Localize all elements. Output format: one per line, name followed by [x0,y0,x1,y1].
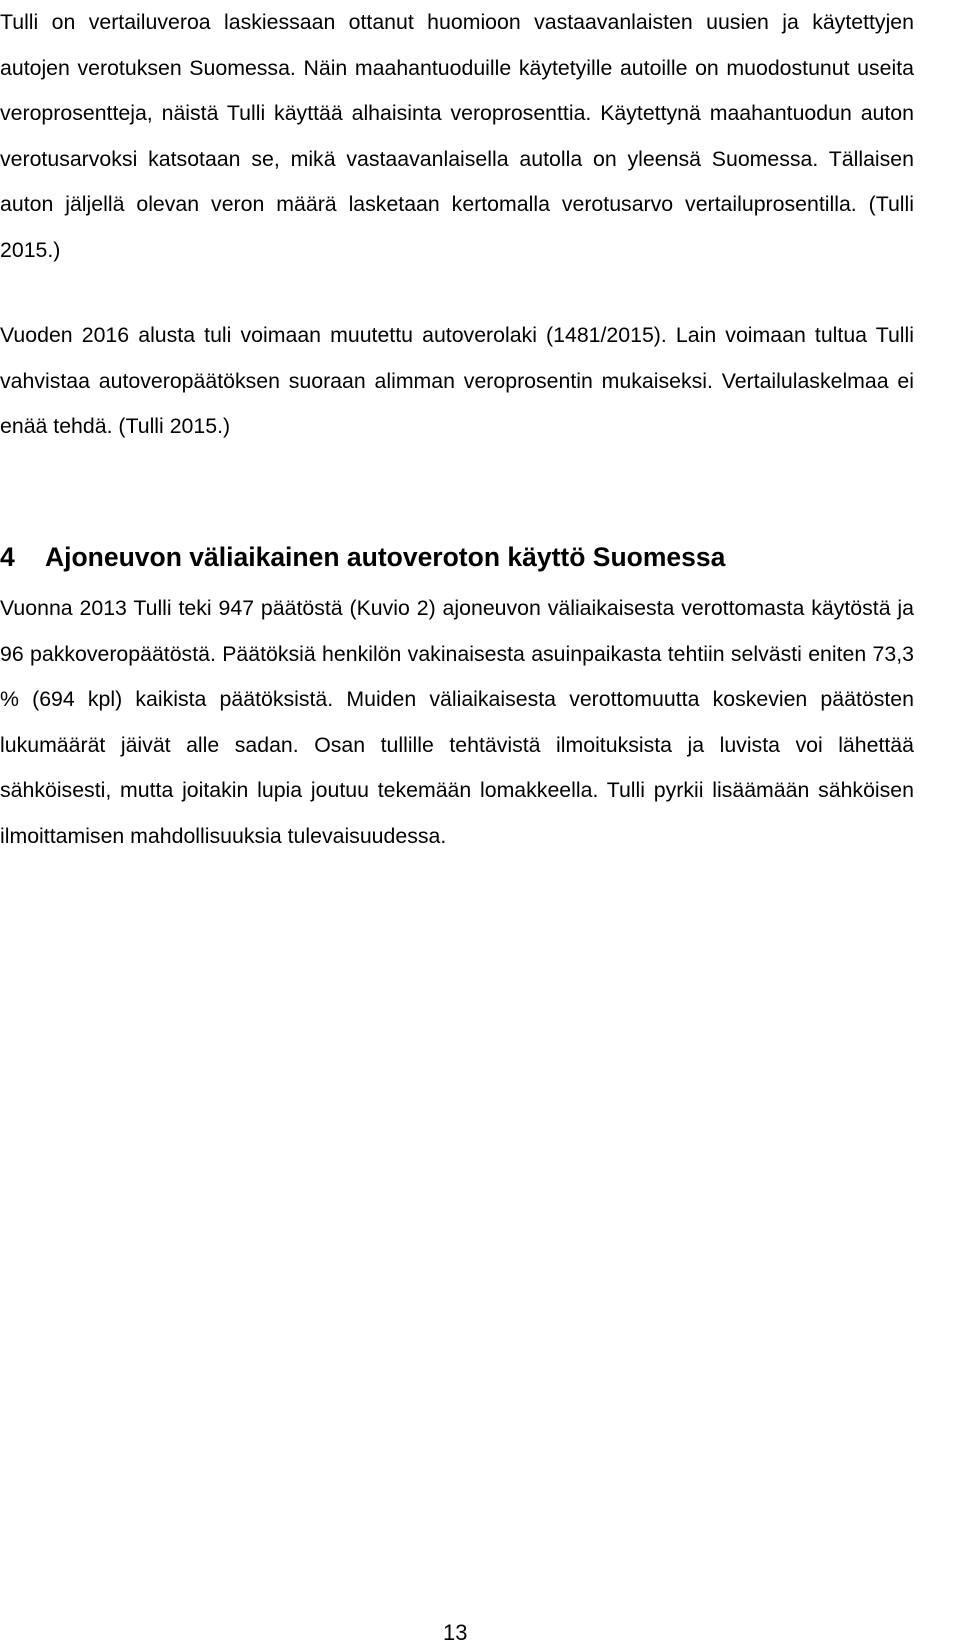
section-heading [0,537,725,577]
section-title: Ajoneuvon väliaikainen autoveroton käyttö Suomessa [45,542,726,572]
body-paragraph-2: Vuoden 2016 alusta tuli voimaan muutettu autoverolaki (1481/2015). Lain voimaan tultua Tulli vahvistaa autoveropäätöksen suoraan alimman veroprosentin mukaiseksi. Vertailulaskelmaa ei enää tehdä. (Tulli 2015.) [0,323,914,438]
body-paragraph-3: Vuonna 2013 Tulli teki 947 päätöstä (Kuvio 2) ajoneuvon väliaikaisesta verottomasta käytöstä ja 96 pakkoveropäätöstä. Päätöksiä henkilön vakinaisesta asuinpaikasta tehtiin selvästi eniten 73,3 % (694 kpl) kaikista päätöksistä. Muiden väliaikaisesta verottomuutta koskevien päätösten lukumäärät jäivät alle sadan. Osan tullille tehtävistä ilmoituksista ja luvista voi lähettää sähköisesti, mutta joitakin lupia joutuu tekemään lomakkeella. Tulli pyrkii lisäämään sähköisen ilmoittamisen mahdollisuuksia tulevaisuudessa. [0,596,914,848]
page-number: 13 [443,1620,468,1645]
section-number: 4 [0,542,15,572]
body-paragraph-1: Tulli on vertailuveroa laskiessaan ottanut huomioon vastaavanlaisten uusien ja käytettyjen autojen verotuksen Suomessa. Näin maahantuoduille käytetyille autoille on muodostunut useita veroprosentteja, näistä Tulli käyttää alhaisinta veroprosenttia. Käytettynä maahantuodun auton verotusarvoksi katsotaan se, mikä vastaavanlaisella autolla on yleensä Suomessa. Tällaisen auton jäljellä olevan veron määrä lasketaan kertomalla verotusarvo vertailuprosentilla. (Tulli 2015.) [0,10,914,262]
